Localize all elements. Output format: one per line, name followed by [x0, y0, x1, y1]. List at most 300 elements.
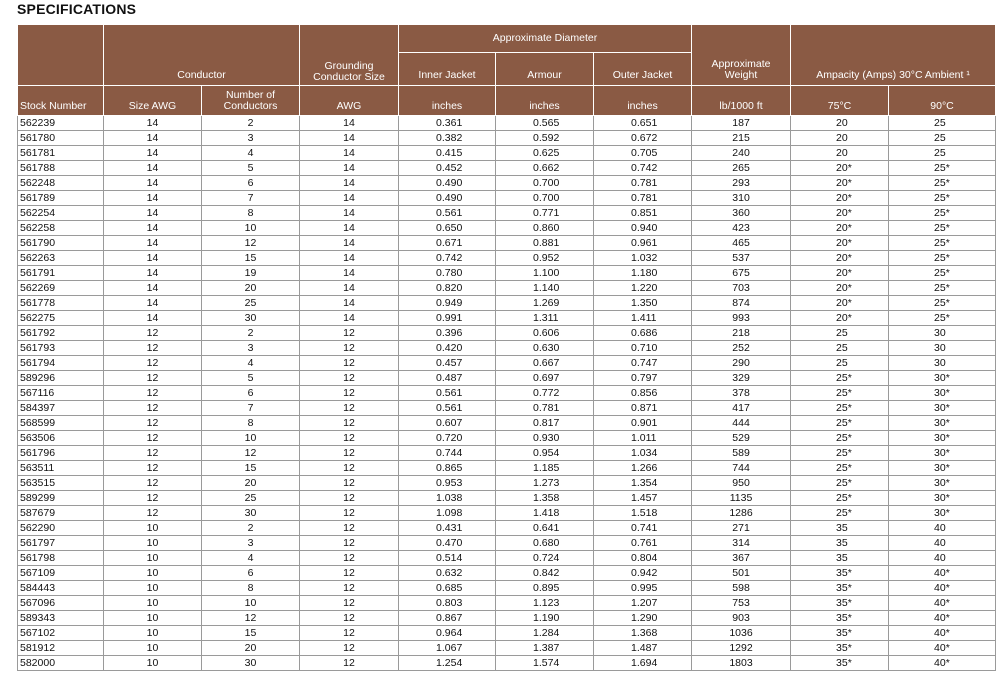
cell-size-awg: 12 — [104, 476, 202, 491]
table-row — [18, 611, 996, 626]
cell-armour: 0.895 — [496, 581, 594, 596]
cell-weight: 903 — [692, 611, 791, 626]
table-row — [18, 131, 996, 146]
cell-size-awg: 14 — [104, 221, 202, 236]
cell-armour: 0.697 — [496, 371, 594, 386]
cell-grounding-awg: 14 — [300, 296, 399, 311]
cell-inner-jacket: 0.607 — [399, 416, 496, 431]
cell-size-awg: 10 — [104, 566, 202, 581]
cell-inner-jacket: 0.431 — [399, 521, 496, 536]
cell-weight: 215 — [692, 131, 791, 146]
header-ampacity: Ampacity (Amps) 30°C Ambient ¹ — [791, 25, 996, 86]
cell-outer-jacket: 0.742 — [594, 161, 692, 176]
cell-stock-number: 561793 — [18, 341, 104, 356]
cell-stock-number: 584443 — [18, 581, 104, 596]
cell-ampacity-90c: 40* — [889, 641, 996, 656]
header-approx-diameter: Approximate Diameter — [399, 25, 692, 53]
cell-grounding-awg: 12 — [300, 386, 399, 401]
cell-ampacity-75c: 35 — [791, 551, 889, 566]
table-row — [18, 356, 996, 371]
cell-weight: 598 — [692, 581, 791, 596]
cell-stock-number: 562239 — [18, 116, 104, 131]
cell-grounding-awg: 14 — [300, 281, 399, 296]
cell-stock-number: 589296 — [18, 371, 104, 386]
cell-inner-jacket: 0.490 — [399, 176, 496, 191]
cell-inner-jacket: 0.685 — [399, 581, 496, 596]
cell-grounding-awg: 14 — [300, 206, 399, 221]
cell-outer-jacket: 0.672 — [594, 131, 692, 146]
header-grounding-conductor: Grounding Conductor Size — [300, 25, 399, 86]
table-row — [18, 251, 996, 266]
cell-outer-jacket: 0.901 — [594, 416, 692, 431]
cell-grounding-awg: 14 — [300, 176, 399, 191]
header-number-of-conductors: Number of Conductors — [202, 86, 300, 116]
cell-stock-number: 562254 — [18, 206, 104, 221]
cell-weight: 874 — [692, 296, 791, 311]
cell-ampacity-90c: 30* — [889, 386, 996, 401]
cell-armour: 0.700 — [496, 176, 594, 191]
cell-weight: 290 — [692, 356, 791, 371]
cell-ampacity-75c: 25* — [791, 386, 889, 401]
cell-ampacity-90c: 25* — [889, 236, 996, 251]
cell-size-awg: 14 — [104, 251, 202, 266]
header-stock-number: Stock Number — [18, 86, 104, 116]
cell-inner-jacket: 0.452 — [399, 161, 496, 176]
cell-number-of-conductors: 12 — [202, 446, 300, 461]
cell-ampacity-90c: 25* — [889, 161, 996, 176]
cell-stock-number: 561794 — [18, 356, 104, 371]
cell-size-awg: 14 — [104, 146, 202, 161]
cell-armour: 1.284 — [496, 626, 594, 641]
table-row — [18, 176, 996, 191]
cell-ampacity-75c: 35* — [791, 566, 889, 581]
cell-armour: 0.592 — [496, 131, 594, 146]
cell-ampacity-75c: 20* — [791, 236, 889, 251]
cell-size-awg: 12 — [104, 326, 202, 341]
table-row — [18, 536, 996, 551]
header-inches-outer: inches — [594, 86, 692, 116]
cell-armour: 1.123 — [496, 596, 594, 611]
cell-ampacity-90c: 30* — [889, 506, 996, 521]
cell-grounding-awg: 12 — [300, 536, 399, 551]
cell-number-of-conductors: 8 — [202, 416, 300, 431]
cell-number-of-conductors: 3 — [202, 341, 300, 356]
cell-stock-number: 562248 — [18, 176, 104, 191]
cell-size-awg: 10 — [104, 626, 202, 641]
cell-size-awg: 10 — [104, 551, 202, 566]
cell-armour: 0.565 — [496, 116, 594, 131]
cell-ampacity-75c: 25* — [791, 401, 889, 416]
cell-number-of-conductors: 4 — [202, 551, 300, 566]
cell-ampacity-90c: 40* — [889, 581, 996, 596]
cell-armour: 0.625 — [496, 146, 594, 161]
cell-weight: 360 — [692, 206, 791, 221]
cell-outer-jacket: 1.518 — [594, 506, 692, 521]
cell-armour: 0.630 — [496, 341, 594, 356]
cell-grounding-awg: 12 — [300, 461, 399, 476]
cell-size-awg: 14 — [104, 311, 202, 326]
cell-ampacity-75c: 25* — [791, 371, 889, 386]
cell-ampacity-90c: 25 — [889, 146, 996, 161]
cell-outer-jacket: 1.032 — [594, 251, 692, 266]
cell-number-of-conductors: 7 — [202, 191, 300, 206]
cell-weight: 675 — [692, 266, 791, 281]
cell-armour: 1.140 — [496, 281, 594, 296]
cell-stock-number: 561791 — [18, 266, 104, 281]
cell-stock-number: 562258 — [18, 221, 104, 236]
cell-ampacity-75c: 20 — [791, 116, 889, 131]
cell-grounding-awg: 12 — [300, 506, 399, 521]
cell-weight: 314 — [692, 536, 791, 551]
cell-grounding-awg: 14 — [300, 311, 399, 326]
cell-size-awg: 14 — [104, 191, 202, 206]
cell-size-awg: 10 — [104, 641, 202, 656]
cell-weight: 329 — [692, 371, 791, 386]
cell-inner-jacket: 0.420 — [399, 341, 496, 356]
cell-number-of-conductors: 3 — [202, 536, 300, 551]
table-row — [18, 596, 996, 611]
cell-ampacity-90c: 25* — [889, 191, 996, 206]
cell-grounding-awg: 12 — [300, 446, 399, 461]
cell-ampacity-75c: 25* — [791, 506, 889, 521]
cell-weight: 1135 — [692, 491, 791, 506]
table-row — [18, 656, 996, 671]
cell-weight: 1286 — [692, 506, 791, 521]
table-row — [18, 491, 996, 506]
cell-number-of-conductors: 7 — [202, 401, 300, 416]
cell-outer-jacket: 1.411 — [594, 311, 692, 326]
cell-stock-number: 563511 — [18, 461, 104, 476]
cell-weight: 265 — [692, 161, 791, 176]
cell-size-awg: 14 — [104, 161, 202, 176]
cell-grounding-awg: 12 — [300, 626, 399, 641]
cell-outer-jacket: 1.487 — [594, 641, 692, 656]
cell-grounding-awg: 12 — [300, 401, 399, 416]
cell-grounding-awg: 14 — [300, 251, 399, 266]
cell-grounding-awg: 12 — [300, 326, 399, 341]
cell-armour: 0.930 — [496, 431, 594, 446]
cell-ampacity-75c: 20* — [791, 206, 889, 221]
cell-outer-jacket: 0.940 — [594, 221, 692, 236]
cell-grounding-awg: 12 — [300, 521, 399, 536]
cell-inner-jacket: 0.561 — [399, 401, 496, 416]
cell-weight: 271 — [692, 521, 791, 536]
cell-ampacity-75c: 20* — [791, 281, 889, 296]
cell-outer-jacket: 0.856 — [594, 386, 692, 401]
cell-ampacity-75c: 25* — [791, 476, 889, 491]
cell-weight: 1036 — [692, 626, 791, 641]
cell-number-of-conductors: 6 — [202, 176, 300, 191]
cell-size-awg: 12 — [104, 386, 202, 401]
cell-size-awg: 12 — [104, 431, 202, 446]
cell-inner-jacket: 0.991 — [399, 311, 496, 326]
cell-size-awg: 14 — [104, 206, 202, 221]
cell-size-awg: 14 — [104, 116, 202, 131]
cell-inner-jacket: 0.964 — [399, 626, 496, 641]
cell-ampacity-75c: 25 — [791, 341, 889, 356]
cell-outer-jacket: 1.368 — [594, 626, 692, 641]
cell-stock-number: 561798 — [18, 551, 104, 566]
cell-stock-number: 589343 — [18, 611, 104, 626]
cell-ampacity-75c: 20* — [791, 251, 889, 266]
cell-armour: 0.667 — [496, 356, 594, 371]
table-body — [18, 116, 996, 671]
cell-ampacity-75c: 20* — [791, 161, 889, 176]
cell-outer-jacket: 0.961 — [594, 236, 692, 251]
cell-armour: 0.724 — [496, 551, 594, 566]
cell-armour: 0.641 — [496, 521, 594, 536]
cell-ampacity-90c: 40* — [889, 596, 996, 611]
cell-armour: 0.680 — [496, 536, 594, 551]
cell-ampacity-90c: 40 — [889, 551, 996, 566]
cell-ampacity-75c: 20* — [791, 296, 889, 311]
cell-number-of-conductors: 12 — [202, 611, 300, 626]
cell-inner-jacket: 1.038 — [399, 491, 496, 506]
cell-stock-number: 567102 — [18, 626, 104, 641]
cell-number-of-conductors: 12 — [202, 236, 300, 251]
table-row — [18, 236, 996, 251]
cell-size-awg: 14 — [104, 296, 202, 311]
cell-weight: 367 — [692, 551, 791, 566]
table-row — [18, 581, 996, 596]
cell-outer-jacket: 0.804 — [594, 551, 692, 566]
cell-outer-jacket: 0.686 — [594, 326, 692, 341]
cell-ampacity-75c: 20* — [791, 176, 889, 191]
table-row — [18, 296, 996, 311]
cell-inner-jacket: 0.632 — [399, 566, 496, 581]
cell-inner-jacket: 0.742 — [399, 251, 496, 266]
cell-ampacity-90c: 30 — [889, 341, 996, 356]
cell-weight: 1292 — [692, 641, 791, 656]
cell-armour: 1.418 — [496, 506, 594, 521]
cell-size-awg: 12 — [104, 446, 202, 461]
cell-inner-jacket: 0.382 — [399, 131, 496, 146]
cell-inner-jacket: 0.867 — [399, 611, 496, 626]
cell-weight: 444 — [692, 416, 791, 431]
cell-number-of-conductors: 19 — [202, 266, 300, 281]
cell-inner-jacket: 0.457 — [399, 356, 496, 371]
cell-number-of-conductors: 2 — [202, 521, 300, 536]
cell-stock-number: 561796 — [18, 446, 104, 461]
header-conductor: Conductor — [104, 25, 300, 86]
cell-weight: 993 — [692, 311, 791, 326]
cell-outer-jacket: 1.290 — [594, 611, 692, 626]
cell-outer-jacket: 0.851 — [594, 206, 692, 221]
cell-size-awg: 12 — [104, 491, 202, 506]
cell-ampacity-90c: 30 — [889, 326, 996, 341]
table-row — [18, 401, 996, 416]
cell-stock-number: 561778 — [18, 296, 104, 311]
cell-outer-jacket: 1.457 — [594, 491, 692, 506]
cell-size-awg: 14 — [104, 266, 202, 281]
cell-stock-number: 561792 — [18, 326, 104, 341]
cell-size-awg: 14 — [104, 131, 202, 146]
cell-ampacity-75c: 35 — [791, 536, 889, 551]
cell-stock-number: 567116 — [18, 386, 104, 401]
cell-ampacity-90c: 30* — [889, 491, 996, 506]
header-weight-unit: lb/1000 ft — [692, 86, 791, 116]
cell-number-of-conductors: 30 — [202, 506, 300, 521]
cell-grounding-awg: 12 — [300, 431, 399, 446]
cell-grounding-awg: 12 — [300, 596, 399, 611]
cell-armour: 0.700 — [496, 191, 594, 206]
cell-stock-number: 561780 — [18, 131, 104, 146]
cell-outer-jacket: 0.761 — [594, 536, 692, 551]
cell-outer-jacket: 0.797 — [594, 371, 692, 386]
table-row — [18, 191, 996, 206]
cell-number-of-conductors: 2 — [202, 326, 300, 341]
table-row — [18, 146, 996, 161]
cell-armour: 1.100 — [496, 266, 594, 281]
cell-grounding-awg: 12 — [300, 641, 399, 656]
cell-ampacity-90c: 40* — [889, 656, 996, 671]
cell-outer-jacket: 1.180 — [594, 266, 692, 281]
cell-inner-jacket: 0.396 — [399, 326, 496, 341]
cell-size-awg: 14 — [104, 176, 202, 191]
table-row — [18, 281, 996, 296]
cell-size-awg: 10 — [104, 581, 202, 596]
cell-inner-jacket: 0.865 — [399, 461, 496, 476]
cell-ampacity-90c: 30* — [889, 461, 996, 476]
cell-size-awg: 12 — [104, 341, 202, 356]
cell-armour: 0.662 — [496, 161, 594, 176]
cell-ampacity-90c: 25 — [889, 116, 996, 131]
cell-grounding-awg: 14 — [300, 191, 399, 206]
cell-ampacity-90c: 40* — [889, 566, 996, 581]
table-row — [18, 386, 996, 401]
cell-outer-jacket: 1.207 — [594, 596, 692, 611]
cell-stock-number: 582000 — [18, 656, 104, 671]
cell-stock-number: 581912 — [18, 641, 104, 656]
cell-number-of-conductors: 30 — [202, 656, 300, 671]
table-row — [18, 446, 996, 461]
cell-ampacity-90c: 25* — [889, 206, 996, 221]
cell-ampacity-75c: 20 — [791, 131, 889, 146]
cell-ampacity-75c: 25* — [791, 416, 889, 431]
cell-weight: 378 — [692, 386, 791, 401]
cell-number-of-conductors: 5 — [202, 371, 300, 386]
cell-ampacity-90c: 25* — [889, 266, 996, 281]
cell-number-of-conductors: 6 — [202, 386, 300, 401]
cell-number-of-conductors: 10 — [202, 221, 300, 236]
cell-ampacity-90c: 30* — [889, 416, 996, 431]
cell-outer-jacket: 0.871 — [594, 401, 692, 416]
cell-inner-jacket: 0.470 — [399, 536, 496, 551]
cell-armour: 1.269 — [496, 296, 594, 311]
cell-outer-jacket: 1.354 — [594, 476, 692, 491]
page-title: SPECIFICATIONS — [17, 1, 137, 17]
cell-armour: 0.952 — [496, 251, 594, 266]
cell-outer-jacket: 1.034 — [594, 446, 692, 461]
cell-weight: 310 — [692, 191, 791, 206]
cell-outer-jacket: 0.710 — [594, 341, 692, 356]
cell-ampacity-90c: 30* — [889, 431, 996, 446]
cell-grounding-awg: 12 — [300, 656, 399, 671]
cell-number-of-conductors: 25 — [202, 491, 300, 506]
cell-size-awg: 10 — [104, 536, 202, 551]
cell-number-of-conductors: 25 — [202, 296, 300, 311]
cell-number-of-conductors: 6 — [202, 566, 300, 581]
cell-stock-number: 568599 — [18, 416, 104, 431]
cell-outer-jacket: 0.741 — [594, 521, 692, 536]
cell-ampacity-75c: 20* — [791, 191, 889, 206]
cell-ampacity-75c: 35* — [791, 611, 889, 626]
cell-ampacity-90c: 40* — [889, 611, 996, 626]
cell-stock-number: 561797 — [18, 536, 104, 551]
cell-stock-number: 562275 — [18, 311, 104, 326]
cell-number-of-conductors: 8 — [202, 206, 300, 221]
table-row — [18, 626, 996, 641]
cell-number-of-conductors: 4 — [202, 146, 300, 161]
cell-ampacity-75c: 35* — [791, 581, 889, 596]
cell-ampacity-90c: 25* — [889, 296, 996, 311]
cell-size-awg: 12 — [104, 506, 202, 521]
cell-weight: 187 — [692, 116, 791, 131]
cell-weight: 703 — [692, 281, 791, 296]
cell-size-awg: 12 — [104, 401, 202, 416]
cell-ampacity-90c: 25* — [889, 251, 996, 266]
cell-ampacity-75c: 25* — [791, 431, 889, 446]
cell-weight: 501 — [692, 566, 791, 581]
cell-stock-number: 561789 — [18, 191, 104, 206]
table-row — [18, 431, 996, 446]
cell-ampacity-75c: 20* — [791, 311, 889, 326]
cell-armour: 0.606 — [496, 326, 594, 341]
header-awg: AWG — [300, 86, 399, 116]
table-row — [18, 341, 996, 356]
cell-outer-jacket: 1.011 — [594, 431, 692, 446]
cell-armour: 1.190 — [496, 611, 594, 626]
cell-inner-jacket: 0.953 — [399, 476, 496, 491]
header-inches-armour: inches — [496, 86, 594, 116]
cell-inner-jacket: 0.949 — [399, 296, 496, 311]
table-row — [18, 326, 996, 341]
header-inches-inner: inches — [399, 86, 496, 116]
cell-weight: 529 — [692, 431, 791, 446]
header-armour: Armour — [496, 53, 594, 86]
cell-size-awg: 14 — [104, 236, 202, 251]
cell-inner-jacket: 1.254 — [399, 656, 496, 671]
cell-stock-number: 567109 — [18, 566, 104, 581]
header-outer-jacket: Outer Jacket — [594, 53, 692, 86]
cell-size-awg: 12 — [104, 416, 202, 431]
cell-ampacity-90c: 25* — [889, 281, 996, 296]
header-blank — [18, 25, 104, 86]
cell-number-of-conductors: 3 — [202, 131, 300, 146]
cell-stock-number: 589299 — [18, 491, 104, 506]
cell-size-awg: 10 — [104, 596, 202, 611]
cell-armour: 0.781 — [496, 401, 594, 416]
cell-number-of-conductors: 15 — [202, 626, 300, 641]
cell-inner-jacket: 0.361 — [399, 116, 496, 131]
specifications-table — [17, 24, 996, 671]
cell-ampacity-90c: 30* — [889, 401, 996, 416]
table-row — [18, 566, 996, 581]
cell-stock-number: 563506 — [18, 431, 104, 446]
cell-stock-number: 561781 — [18, 146, 104, 161]
cell-size-awg: 10 — [104, 611, 202, 626]
cell-armour: 0.817 — [496, 416, 594, 431]
header-approx-weight: Approximate Weight — [692, 25, 791, 86]
cell-armour: 0.881 — [496, 236, 594, 251]
cell-stock-number: 567096 — [18, 596, 104, 611]
cell-number-of-conductors: 20 — [202, 476, 300, 491]
cell-armour: 0.771 — [496, 206, 594, 221]
table-row — [18, 311, 996, 326]
table-row — [18, 416, 996, 431]
cell-size-awg: 12 — [104, 371, 202, 386]
cell-weight: 744 — [692, 461, 791, 476]
